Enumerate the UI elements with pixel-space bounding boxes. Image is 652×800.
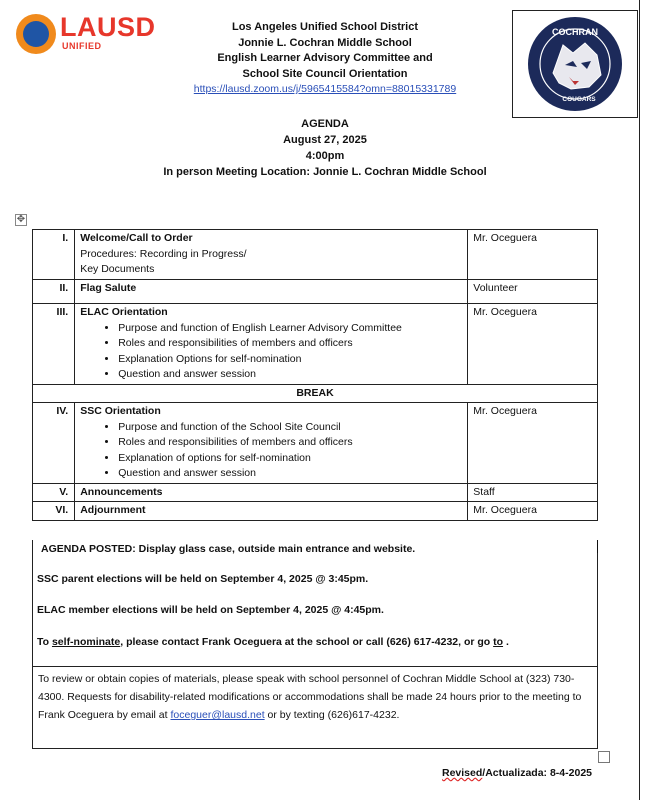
agenda-title: AGENDA	[301, 118, 349, 130]
item-title: SSC Orientation	[80, 405, 161, 417]
item-line: Procedures: Recording in Progress/	[80, 247, 247, 260]
email-link[interactable]: foceguer@lausd.net	[170, 709, 265, 721]
notes-divider	[32, 666, 598, 667]
notes-section	[32, 540, 598, 749]
go-to-link[interactable]: to	[493, 636, 504, 648]
item-number: I.	[33, 230, 75, 280]
lausd-emblem-icon	[16, 14, 56, 54]
item-title: Welcome/Call to Order	[80, 232, 193, 244]
bullet-item: • Purpose and function of the School Site Council	[118, 420, 462, 436]
agenda-date: August 27, 2025	[283, 134, 367, 146]
item-content	[75, 483, 468, 502]
ssc-election-note: SSC parent elections will be held on September 4, 2025 @ 3:45pm.	[37, 573, 369, 585]
mascot-bottom-text: COUGARS	[562, 96, 596, 103]
committee-title: English Learner Advisory Committee and	[217, 52, 433, 64]
mascot-logo-frame	[512, 10, 638, 118]
item-title: Adjournment	[80, 504, 146, 516]
item-number: VI.	[33, 502, 75, 521]
agenda-row-4	[33, 403, 598, 484]
agenda-row-2	[33, 279, 598, 304]
agenda-time: 4:00pm	[305, 150, 345, 162]
district-name: Los Angeles Unified School District	[231, 21, 418, 33]
item-number: III.	[33, 304, 75, 385]
zoom-link[interactable]: https://lausd.zoom.us/j/5965415584?omn=88015331789	[193, 83, 457, 95]
elac-election-note: ELAC member elections will be held on September 4, 2025 @ 4:45pm.	[37, 604, 384, 616]
item-presenter: Mr. Oceguera	[468, 403, 598, 484]
item-content	[75, 279, 468, 304]
item-bullets	[80, 321, 462, 383]
item-number: II.	[33, 279, 75, 304]
bullet-item: • Purpose and function of English Learner Advisory Committee	[118, 321, 462, 337]
item-number: IV.	[33, 403, 75, 484]
meeting-location: In person Meeting Location: Jonnie L. Cochran Middle School	[163, 166, 487, 178]
mascot-top-text: COCHRAN	[552, 27, 598, 37]
break-row	[33, 384, 598, 403]
item-content	[75, 304, 468, 385]
item-content	[75, 403, 468, 484]
item-title: Announcements	[80, 485, 163, 498]
item-content	[75, 230, 468, 280]
school-name: Jonnie L. Cochran Middle School	[238, 36, 412, 49]
self-nominate-link[interactable]: self-nominate	[51, 636, 121, 648]
item-bullets	[80, 420, 462, 482]
agenda-row-6	[33, 502, 598, 521]
item-content	[75, 502, 468, 521]
agenda-table	[32, 229, 598, 521]
agenda-heading-block	[120, 116, 530, 180]
review-materials-text: To review or obtain copies of materials, please speak with school personnel of Cochran Middle School at (323) 730-4300. Requests for disability-related modifications or accommodations shall be made 24 hours prior to the meeting to Frank Oceguera by email at foceguer@lausd.net or by texting (626)617-4232.	[38, 673, 582, 721]
item-presenter: Mr. Oceguera	[468, 304, 598, 385]
bullet-item: • Question and answer session	[118, 466, 462, 482]
revised-date: Revised/Actualizada: 8-4-2025	[442, 767, 592, 779]
item-title: ELAC Orientation	[80, 306, 168, 318]
orientation-title: School Site Council Orientation	[242, 67, 408, 80]
item-presenter: Staff	[468, 483, 598, 502]
text-cursor	[597, 540, 598, 553]
item-presenter: Volunteer	[468, 279, 598, 304]
empty-checkbox[interactable]	[598, 751, 610, 763]
cougar-mascot-icon	[523, 15, 627, 113]
lausd-wordmark: LAUSD	[60, 12, 156, 42]
lausd-unified-label: UNIFIED	[62, 41, 102, 51]
break-label: BREAK	[33, 384, 598, 403]
page-edge	[639, 0, 640, 800]
agenda-row-5	[33, 483, 598, 502]
bullet-item: • Question and answer session	[118, 367, 462, 383]
item-presenter: Mr. Oceguera	[468, 502, 598, 521]
item-line: Key Documents	[80, 263, 155, 275]
item-number: V.	[33, 483, 75, 502]
bullet-item: • Roles and responsibilities of members and officers	[118, 336, 462, 352]
agenda-row-3	[33, 304, 598, 385]
agenda-row-1	[33, 230, 598, 280]
bullet-item: • Explanation of options for self-nomination	[118, 451, 462, 467]
table-move-handle-icon[interactable]: ✥	[16, 214, 26, 225]
item-presenter: Mr. Oceguera	[468, 230, 598, 280]
item-title: Flag Salute	[80, 281, 137, 294]
document-header	[140, 20, 510, 98]
self-nominate-note: To self-nominate, please contact Frank Oceguera at the school or call (626) 617-4232, or go to .	[37, 636, 509, 648]
agenda-posted-note: AGENDA POSTED: Display glass case, outside main entrance and website.	[41, 543, 416, 555]
revised-word: Revised	[442, 767, 483, 779]
bullet-item: • Roles and responsibilities of members and officers	[118, 435, 462, 451]
bullet-item: • Explanation Options for self-nomination	[118, 352, 462, 368]
